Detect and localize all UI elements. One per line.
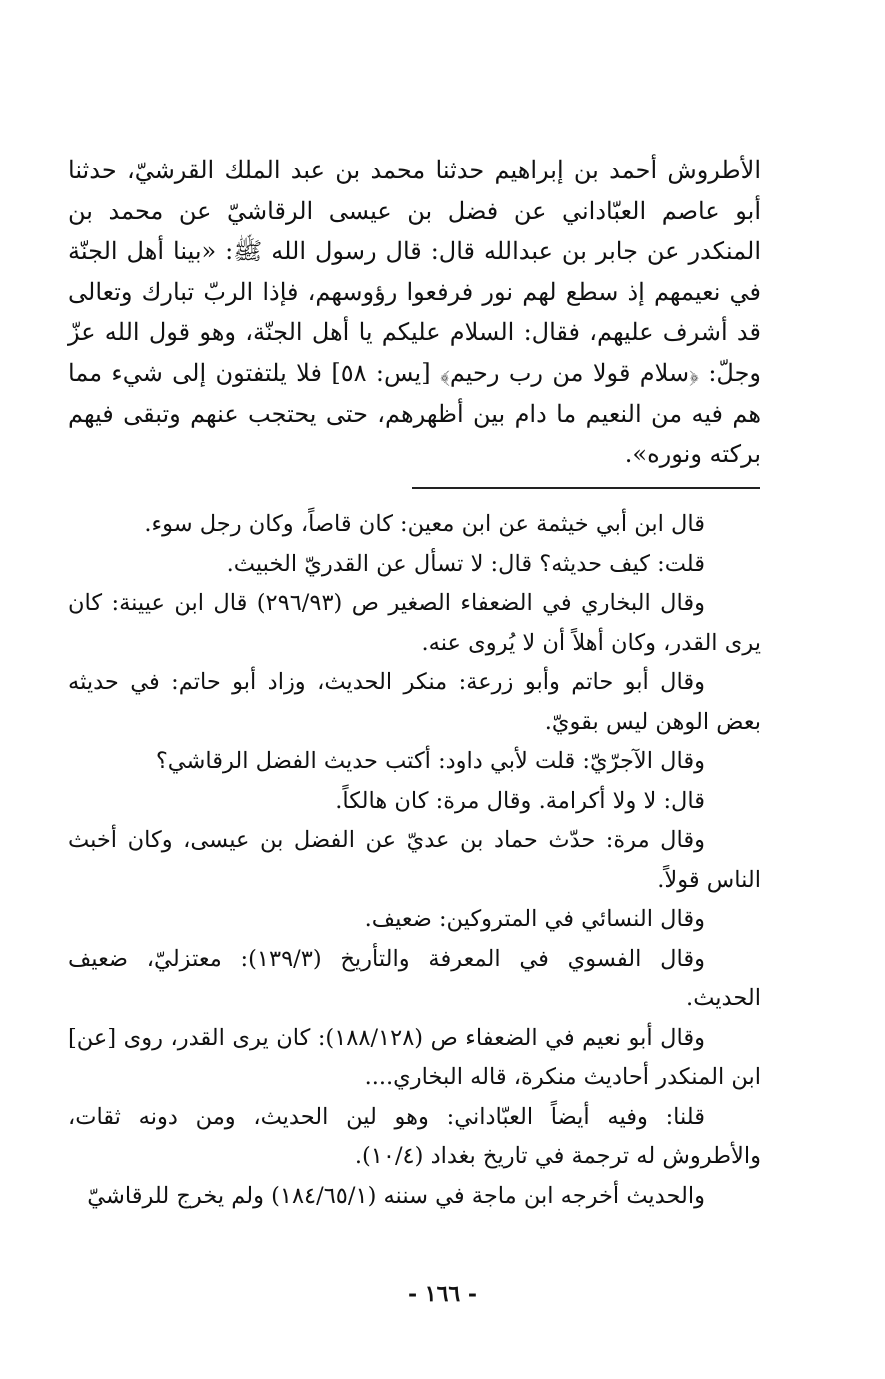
footnote-line: قال: لا ولا أكرامة. وقال مرة: كان هالكاً. xyxy=(335,787,705,814)
main-paragraph: الأطروش أحمد بن إبراهيم حدثنا محمد بن عبد الملك القرشيّ، حدثنا أبو عاصم العبّاداني عن فضل بن عيسى الرقاشيّ عن محمد بن المنكدر عن جابر بن عبدالله قال: قال رسول الله ﷺ: «بينا أهل الجنّة في نعيمهم إذ سطع لهم نور فرفعوا رؤوسهم، فإذا الربّ تبارك وتعالى قد أشرف عليهم، فقال: السلام عليكم يا أهل الجنّة، وهو قول الله عزّ وجلّ: ﴿سلام قولا من رب رحيم﴾ [يس: ٥٨] فلا يلتفتون إلى شيء مما هم فيه من النعيم ما دام بين أظهرهم، حتى يحتجب عنهم وتبقى فيهم بركته ونوره». xyxy=(68,156,761,469)
footnote-line: وقال مرة: حدّث حماد بن عديّ عن الفضل بن عيسى، وكان أخبث الناس قولاً. xyxy=(68,827,761,893)
page-number: - ١٦٦ - xyxy=(407,1281,478,1307)
footnote-line: وقال الآجرّيّ: قلت لأبي داود: أكتب حديث الفضل الرقاشي؟ xyxy=(155,748,705,774)
footnote-line: وقال النسائي في المتروكين: ضعيف. xyxy=(364,906,705,932)
footnote-line: والحديث أخرجه ابن ماجة في سننه (١٨٤/٦٥/١) ولم يخرج للرقاشيّ xyxy=(87,1182,705,1209)
footnotes-block xyxy=(68,505,761,1216)
footnote-line: وقال أبو نعيم في الضعفاء ص (١٨٨/١٢٨): كان يرى القدر، روى [عن] ابن المنكدر أحاديث منكرة، قاله البخاري.... xyxy=(68,1024,761,1090)
main-text-block xyxy=(68,150,761,475)
footnote-line: قال ابن أبي خيثمة عن ابن معين: كان قاصاً، وكان رجل سوء. xyxy=(144,511,705,537)
footnote-line: وقال أبو حاتم وأبو زرعة: منكر الحديث، وزاد أبو حاتم: في حديثه بعض الوهن ليس بقويّ. xyxy=(68,669,761,735)
footnote-line: وقال الفسوي في المعرفة والتأريخ (١٣٩/٣): معتزليّ، ضعيف الحديث. xyxy=(68,945,761,1011)
footnote-line: قلت: كيف حديثه؟ قال: لا تسأل عن القدريّ الخبيث. xyxy=(226,550,705,577)
footnote-divider xyxy=(412,487,760,489)
footnote-line: وقال البخاري في الضعفاء الصغير ص (٢٩٦/٩٣) قال ابن عيينة: كان يرى القدر، وكان أهلاً أن لا يُروى عنه. xyxy=(68,590,761,656)
footnote-line: قلنا: وفيه أيضاً العبّاداني: وهو لين الحديث، ومن دونه ثقات، والأطروش له ترجمة في تاريخ بغداد (١٠/٤). xyxy=(68,1103,761,1169)
